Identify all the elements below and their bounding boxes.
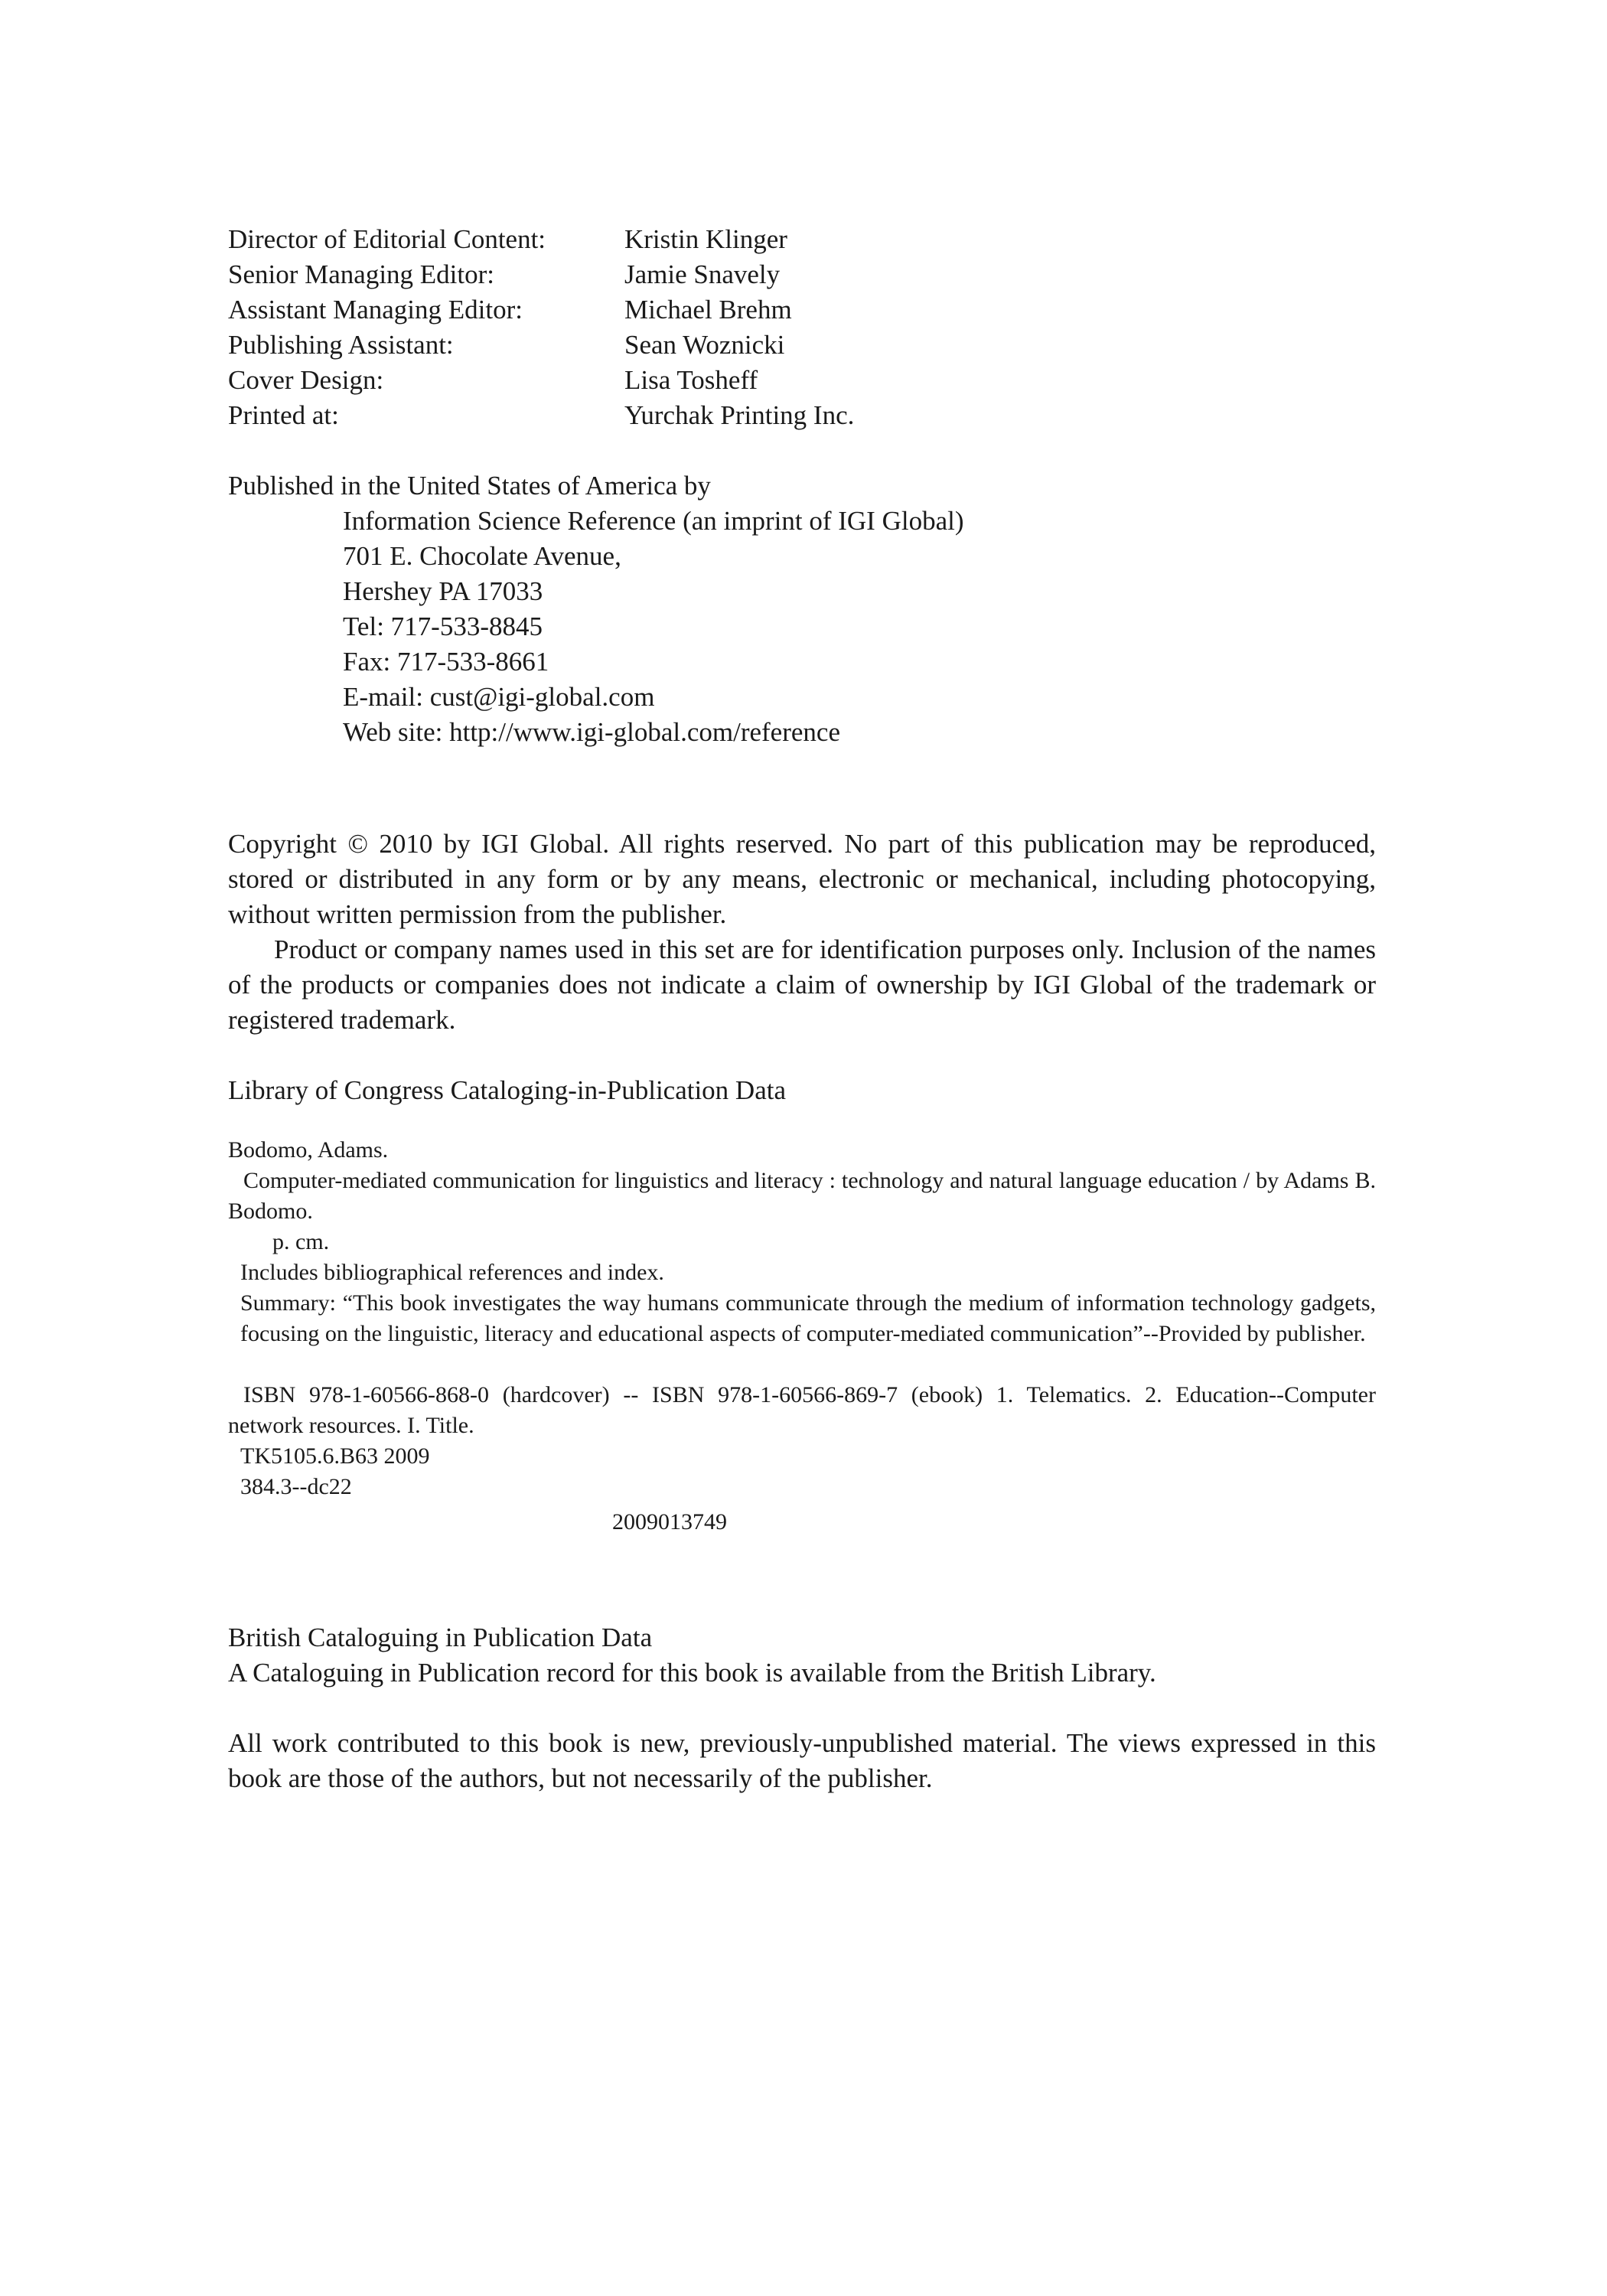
publisher-intro: Published in the United States of America by (228, 471, 711, 501)
credit-name: Kristin Klinger (624, 224, 787, 254)
british-cip (228, 1620, 1376, 1691)
credit-role: Printed at: (228, 400, 339, 430)
credit-row (228, 328, 1376, 363)
credit-name: Yurchak Printing Inc. (624, 400, 855, 430)
publisher-email: E-mail: cust@igi-global.com (343, 682, 655, 712)
publisher-website: Web site: http://www.igi-global.com/reference (343, 717, 840, 747)
copyright-notice (228, 827, 1376, 1038)
final-statement-text: All work contributed to this book is new, previously-unpublished material. The views expressed in this book are those of the authors, but not necessarily of the publisher. (228, 1728, 1376, 1793)
publisher-block (228, 468, 1376, 750)
copyright-page (228, 222, 1376, 1796)
cip-isbn: ISBN 978-1-60566-868-0 (hardcover) -- ISBN 978-1-60566-869-7 (ebook) 1. Telematics. 2. Education--Computer network resources. I. Title. (228, 1382, 1376, 1438)
final-statement (228, 1726, 1376, 1796)
credit-name: Michael Brehm (624, 295, 792, 325)
credit-role: Director of Editorial Content: (228, 224, 546, 254)
credit-row (228, 292, 1376, 328)
cip-record (228, 1135, 1376, 1538)
editorial-credits (228, 222, 1376, 433)
credit-name: Lisa Tosheff (624, 365, 758, 395)
publisher-city: Hershey PA 17033 (343, 576, 543, 606)
credit-role: Cover Design: (228, 365, 384, 395)
publisher-fax: Fax: 717-533-8661 (343, 647, 549, 677)
credit-role: Senior Managing Editor: (228, 259, 495, 289)
credit-role: Assistant Managing Editor: (228, 295, 523, 325)
credit-row (228, 363, 1376, 398)
credit-name: Jamie Snavely (624, 259, 781, 289)
cip-dewey: 384.3--dc22 (240, 1474, 352, 1499)
cip-lccn: 2009013749 (612, 1509, 727, 1534)
loc-cip-heading: Library of Congress Cataloging-in-Publication Data (228, 1075, 787, 1105)
credit-row (228, 257, 1376, 292)
british-cip-text: A Cataloguing in Publication record for this book is available from the British Library. (228, 1658, 1156, 1688)
publisher-tel: Tel: 717-533-8845 (343, 612, 543, 641)
trademark-paragraph: Product or company names used in this set are for identification purposes only. Inclusion of the names of the products or companies does not indicate a claim of ownership by IGI Global of the trademark or registered trademark. (228, 934, 1376, 1035)
publisher-address (228, 504, 1376, 750)
credit-row (228, 222, 1376, 257)
publisher-street: 701 E. Chocolate Avenue, (343, 541, 621, 571)
credit-role: Publishing Assistant: (228, 330, 454, 360)
cip-pages: p. cm. (272, 1229, 330, 1254)
publisher-name: Information Science Reference (an imprint of IGI Global) (343, 506, 964, 536)
credit-name: Sean Woznicki (624, 330, 785, 360)
cip-includes: Includes bibliographical references and index. (240, 1260, 664, 1285)
cip-call-number: TK5105.6.B63 2009 (240, 1443, 430, 1469)
british-cip-heading: British Cataloguing in Publication Data (228, 1623, 653, 1652)
credit-row (228, 398, 1376, 433)
cip-author: Bodomo, Adams. (228, 1137, 389, 1163)
cip-title: Computer-mediated communication for linguistics and literacy : technology and natural language education / by Adams B. Bodomo. (228, 1168, 1376, 1224)
cip-summary: Summary: “This book investigates the way humans communicate through the medium of information technology gadgets, focusing on the linguistic, literacy and educational aspects of computer-mediated communication”--Provided by publisher. (240, 1290, 1376, 1346)
copyright-paragraph: Copyright © 2010 by IGI Global. All rights reserved. No part of this publication may be reproduced, stored or distributed in any form or by any means, electronic or mechanical, including photocopying, without written permission from the publisher. (228, 829, 1376, 929)
